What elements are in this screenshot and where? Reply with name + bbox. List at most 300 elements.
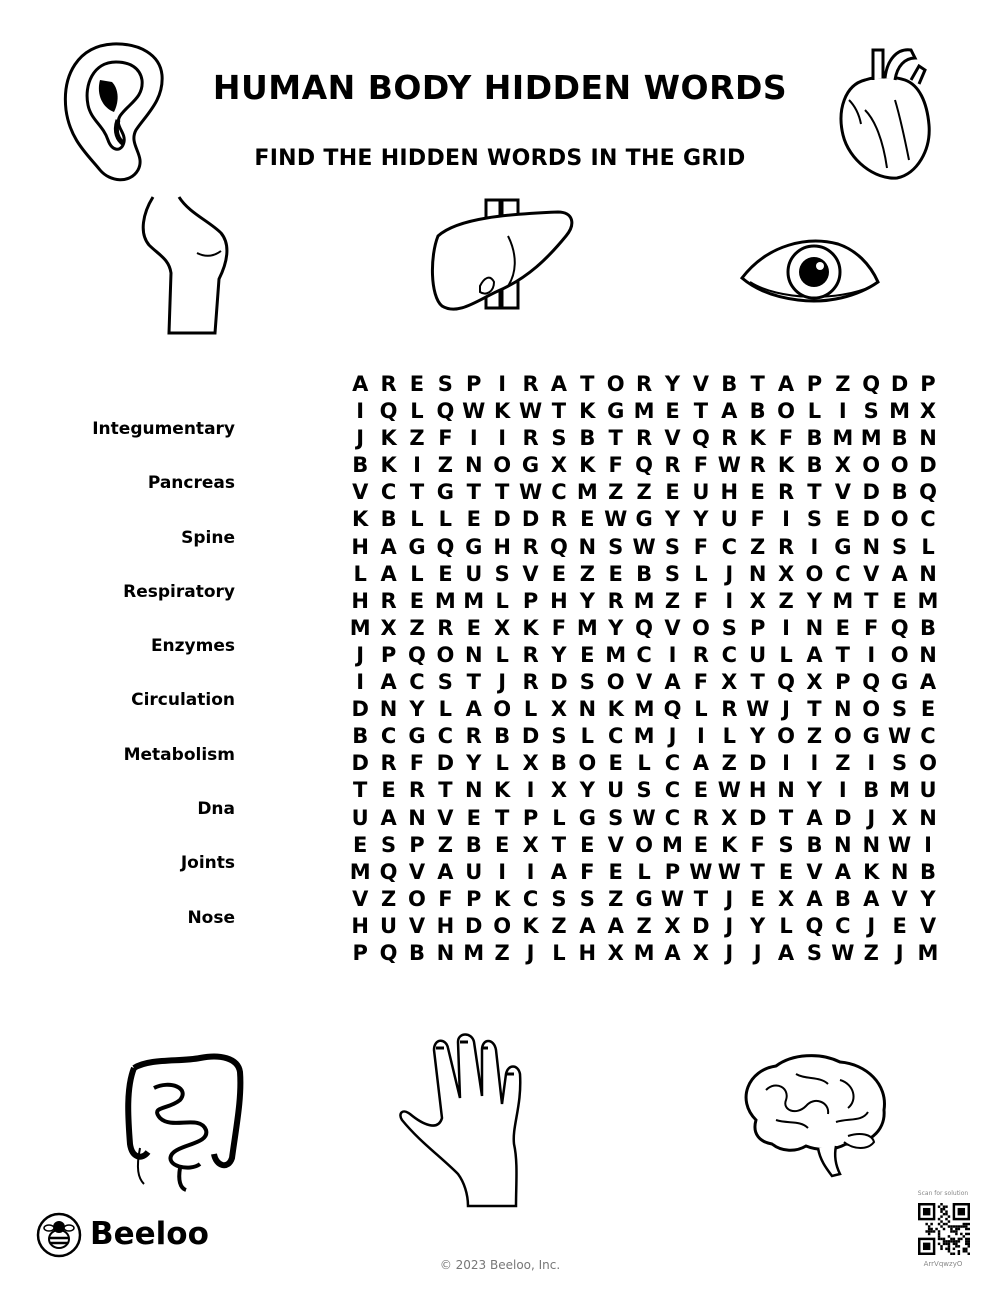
grid-cell: E: [835, 507, 851, 532]
grid-cell: M: [917, 940, 939, 965]
grid-cell: X: [777, 561, 795, 586]
grid-cell: T: [580, 372, 595, 396]
grid-cell: R: [380, 588, 397, 613]
grid-cell: N: [862, 534, 881, 559]
grid-cell: I: [526, 859, 535, 884]
grid-cell: X: [522, 751, 539, 776]
grid-cell: Z: [636, 480, 652, 505]
grid-cell: B: [920, 859, 937, 884]
grid-cell: Z: [437, 453, 453, 478]
grid-cell: E: [466, 615, 481, 640]
grid-cell: O: [890, 453, 909, 478]
grid-cell: S: [863, 399, 879, 424]
grid-cell: K: [380, 426, 397, 451]
grid-cell: Q: [777, 670, 795, 695]
grid-cell: D: [493, 507, 511, 532]
grid-cell: W: [888, 832, 912, 857]
grid-cell: L: [410, 507, 424, 532]
grid-cell: S: [381, 832, 397, 857]
grid-cell: L: [523, 697, 538, 722]
grid-cell: H: [436, 913, 455, 938]
grid-cell: A: [352, 372, 369, 396]
grid-cell: E: [409, 588, 425, 613]
grid-cell: P: [664, 859, 681, 884]
grid-cell: H: [351, 534, 369, 559]
grid-cell: A: [465, 697, 482, 722]
grid-cell: R: [408, 778, 426, 803]
grid-cell: Q: [635, 615, 654, 640]
grid-cell: A: [777, 372, 795, 396]
grid-cell: J: [753, 940, 762, 965]
grid-cell: F: [750, 507, 765, 532]
word-list-item: Dna: [197, 799, 235, 820]
grid-cell: C: [409, 670, 425, 695]
grid-cell: L: [410, 561, 424, 586]
grid-cell: E: [608, 859, 623, 884]
grid-cell: L: [694, 697, 708, 722]
grid-cell: A: [891, 561, 908, 586]
grid-cell: I: [356, 670, 365, 695]
grid-cell: V: [437, 805, 454, 830]
grid-cell: Z: [750, 534, 766, 559]
grid-cell: I: [838, 399, 847, 424]
grid-cell: K: [522, 615, 539, 640]
grid-cell: Z: [778, 588, 794, 613]
grid-cell: K: [579, 453, 596, 478]
grid-cell: P: [352, 940, 368, 965]
grid-cell: X: [834, 453, 851, 478]
knee-icon: [135, 193, 235, 338]
grid-cell: Z: [494, 940, 510, 965]
grid-cell: B: [863, 778, 880, 803]
grid-cell: A: [806, 886, 823, 911]
grid-cell: P: [466, 886, 482, 911]
grid-cell: L: [552, 805, 566, 830]
grid-cell: B: [721, 372, 738, 396]
grid-row: [346, 561, 942, 588]
grid-cell: N: [805, 615, 824, 640]
grid-cell: F: [693, 534, 709, 559]
grid-cell: R: [721, 697, 738, 722]
grid-row: [346, 506, 942, 533]
grid-cell: N: [464, 778, 483, 803]
grid-cell: U: [720, 507, 738, 532]
grid-cell: M: [889, 778, 911, 803]
grid-cell: S: [721, 615, 737, 640]
grid-cell: S: [778, 832, 794, 857]
grid-cell: Y: [579, 778, 595, 803]
grid-cell: A: [607, 913, 624, 938]
grid-cell: J: [356, 426, 365, 451]
grid-cell: S: [579, 886, 595, 911]
grid-cell: C: [835, 913, 851, 938]
grid-cell: N: [919, 642, 937, 667]
grid-cell: M: [576, 615, 598, 640]
grid-cell: N: [919, 561, 937, 586]
grid-cell: P: [466, 372, 482, 396]
grid-cell: O: [606, 372, 625, 396]
grid-cell: I: [498, 372, 507, 396]
grid-cell: D: [862, 507, 880, 532]
grid-cell: T: [409, 480, 425, 505]
grid-cell: Z: [806, 724, 823, 749]
grid-cell: P: [409, 832, 425, 857]
grid-cell: Z: [380, 886, 397, 911]
grid-cell: B: [408, 940, 425, 965]
grid-cell: A: [664, 940, 681, 965]
grid-row: [346, 886, 942, 913]
grid-cell: R: [522, 372, 539, 396]
grid-cell: W: [888, 724, 912, 749]
grid-cell: B: [636, 561, 653, 586]
grid-cell: N: [919, 426, 937, 451]
grid-cell: A: [380, 534, 397, 559]
grid-cell: R: [749, 453, 766, 478]
grid-cell: S: [551, 426, 567, 451]
grid-cell: B: [891, 480, 908, 505]
grid-cell: L: [580, 724, 595, 749]
grid-cell: V: [607, 832, 624, 857]
grid-cell: P: [835, 670, 851, 695]
grid-cell: A: [437, 859, 454, 884]
intestines-icon: [120, 1048, 250, 1193]
grid-cell: I: [696, 724, 705, 749]
grid-cell: X: [806, 670, 823, 695]
grid-cell: G: [436, 480, 454, 505]
grid-cell: P: [522, 588, 539, 613]
grid-cell: L: [353, 561, 367, 586]
grid-cell: C: [664, 751, 681, 776]
grid-cell: A: [806, 642, 823, 667]
grid-cell: C: [664, 778, 681, 803]
grid-cell: W: [660, 886, 685, 911]
grid-cell: D: [351, 697, 369, 722]
page-subtitle: FIND THE HIDDEN WORDS IN THE GRID: [254, 146, 746, 171]
grid-cell: A: [777, 940, 795, 965]
qr-code-icon[interactable]: [918, 1203, 970, 1255]
grid-cell: N: [464, 642, 483, 667]
grid-cell: J: [867, 805, 876, 830]
grid-cell: E: [920, 697, 936, 722]
grid-cell: M: [633, 588, 655, 613]
grid-cell: G: [890, 670, 909, 695]
grid-cell: F: [778, 426, 794, 451]
grid-cell: Q: [805, 913, 824, 938]
grid-cell: X: [891, 805, 908, 830]
grid-cell: N: [834, 832, 852, 857]
grid-cell: M: [434, 588, 456, 613]
grid-cell: S: [494, 561, 510, 586]
grid-cell: O: [890, 642, 909, 667]
grid-cell: I: [725, 588, 734, 613]
grid-cell: O: [493, 913, 512, 938]
grid-cell: U: [692, 480, 710, 505]
grid-cell: G: [578, 805, 596, 830]
grid-cell: G: [408, 534, 426, 559]
liver-icon: [428, 196, 578, 326]
grid-cell: R: [522, 426, 539, 451]
grid-cell: S: [437, 372, 453, 396]
grid-cell: A: [380, 561, 397, 586]
grid-cell: P: [380, 642, 397, 667]
grid-cell: D: [834, 805, 852, 830]
grid-row: [346, 371, 942, 398]
grid-cell: J: [668, 724, 677, 749]
grid-cell: S: [437, 670, 453, 695]
grid-cell: Z: [835, 751, 851, 776]
word-list-item: Nose: [187, 907, 235, 928]
grid-cell: P: [806, 372, 823, 396]
hand-icon: [398, 1034, 528, 1209]
brain-icon: [736, 1050, 896, 1180]
grid-cell: M: [917, 588, 939, 613]
grid-cell: F: [693, 588, 709, 613]
grid-cell: S: [636, 778, 652, 803]
grid-cell: S: [579, 670, 595, 695]
grid-cell: H: [550, 588, 568, 613]
grid-cell: B: [352, 724, 369, 749]
grid-cell: O: [919, 751, 937, 776]
grid-cell: D: [465, 913, 483, 938]
grid-cell: V: [863, 561, 880, 586]
grid-cell: V: [834, 480, 851, 505]
grid-cell: Y: [466, 751, 482, 776]
grid-cell: T: [608, 426, 623, 451]
grid-cell: K: [777, 453, 795, 478]
grid-cell: K: [721, 832, 738, 857]
grid-cell: F: [750, 832, 765, 857]
grid-cell: U: [465, 859, 483, 884]
grid-cell: Q: [862, 670, 881, 695]
grid-cell: Q: [379, 399, 398, 424]
grid-cell: M: [662, 832, 683, 857]
grid-cell: N: [862, 832, 881, 857]
grid-cell: N: [890, 859, 909, 884]
grid-cell: P: [522, 805, 539, 830]
brand-name: Beeloo: [90, 1216, 209, 1252]
grid-cell: M: [633, 697, 655, 722]
grid-cell: O: [833, 724, 852, 749]
grid-cell: C: [437, 724, 454, 749]
grid-cell: X: [721, 805, 738, 830]
grid-cell: H: [578, 940, 597, 965]
grid-cell: K: [494, 778, 511, 803]
grid-cell: L: [495, 751, 509, 776]
grid-cell: O: [578, 751, 597, 776]
grid-cell: W: [831, 940, 855, 965]
grid-cell: E: [466, 507, 481, 532]
grid-cell: Y: [664, 372, 681, 396]
grid-cell: E: [693, 778, 709, 803]
grid-cell: G: [408, 724, 426, 749]
grid-cell: J: [356, 642, 365, 667]
grid-cell: L: [438, 697, 453, 722]
grid-cell: T: [466, 670, 481, 695]
grid-cell: Z: [409, 426, 425, 451]
grid-cell: B: [494, 724, 511, 749]
grid-cell: R: [777, 480, 795, 505]
grid-cell: M: [576, 480, 598, 505]
grid-cell: J: [526, 940, 535, 965]
grid-cell: Y: [409, 697, 425, 722]
grid-cell: N: [834, 697, 852, 722]
grid-cell: L: [552, 940, 566, 965]
grid-cell: I: [782, 615, 790, 640]
grid-cell: T: [494, 805, 510, 830]
grid-cell: T: [551, 832, 567, 857]
grid-cell: J: [498, 670, 507, 695]
grid-cell: L: [495, 588, 509, 613]
grid-cell: E: [892, 588, 907, 613]
grid-cell: I: [810, 751, 819, 776]
grid-row: [346, 859, 942, 886]
grid-cell: D: [748, 751, 767, 776]
grid-cell: J: [725, 940, 734, 965]
word-list-item: Circulation: [131, 690, 235, 711]
grid-cell: Y: [806, 588, 823, 613]
grid-cell: A: [863, 886, 880, 911]
grid-cell: I: [413, 453, 421, 478]
grid-cell: K: [352, 507, 369, 532]
grid-cell: Q: [379, 859, 398, 884]
grid-cell: R: [636, 372, 653, 396]
grid-cell: T: [835, 642, 850, 667]
grid-cell: V: [664, 615, 681, 640]
grid-cell: F: [409, 751, 425, 776]
grid-cell: R: [636, 426, 653, 451]
grid-cell: O: [805, 561, 824, 586]
grid-cell: A: [834, 859, 851, 884]
grid-cell: I: [668, 642, 677, 667]
grid-cell: T: [750, 670, 765, 695]
grid-cell: C: [721, 534, 737, 559]
grid-row: [346, 777, 942, 804]
grid-cell: A: [919, 670, 937, 695]
grid-cell: L: [495, 642, 509, 667]
qr-code-label: ArrVqwzyO: [923, 1260, 963, 1268]
grid-cell: F: [608, 453, 623, 478]
grid-cell: A: [550, 372, 568, 396]
grid-cell: I: [782, 751, 790, 776]
grid-cell: O: [862, 697, 881, 722]
grid-cell: X: [380, 615, 397, 640]
grid-cell: S: [664, 561, 681, 586]
grid-cell: E: [750, 886, 765, 911]
grid-cell: V: [352, 480, 369, 505]
grid-cell: A: [380, 805, 397, 830]
grid-cell: C: [920, 507, 936, 532]
grid-cell: W: [717, 453, 741, 478]
grid-cell: N: [436, 940, 455, 965]
grid-cell: T: [750, 372, 765, 396]
grid-cell: X: [919, 399, 937, 424]
grid-cell: J: [725, 913, 734, 938]
grid-cell: Y: [608, 615, 624, 640]
grid-cell: L: [807, 399, 822, 424]
grid-cell: Q: [691, 426, 710, 451]
grid-cell: G: [521, 453, 540, 478]
grid-cell: R: [664, 453, 681, 478]
grid-cell: F: [693, 453, 709, 478]
grid-cell: L: [637, 751, 651, 776]
grid-cell: T: [864, 588, 879, 613]
eye-icon: [738, 230, 883, 310]
grid-cell: B: [749, 399, 766, 424]
grid-cell: I: [867, 642, 876, 667]
grid-cell: H: [351, 913, 369, 938]
grid-cell: E: [778, 859, 794, 884]
grid-cell: T: [466, 480, 481, 505]
grid-cell: B: [550, 751, 567, 776]
word-list: [40, 414, 235, 957]
grid-cell: E: [438, 561, 453, 586]
grid-cell: E: [693, 832, 709, 857]
grid-cell: Z: [437, 832, 453, 857]
grid-cell: G: [607, 399, 625, 424]
grid-cell: R: [522, 642, 539, 667]
grid-cell: A: [664, 670, 681, 695]
grid-cell: T: [494, 480, 510, 505]
grid-cell: Q: [436, 399, 455, 424]
grid-cell: Y: [579, 588, 595, 613]
grid-cell: C: [721, 642, 737, 667]
grid-cell: D: [692, 913, 710, 938]
grid-cell: A: [721, 399, 738, 424]
grid-cell: Z: [551, 913, 567, 938]
heart-icon: [835, 40, 935, 185]
grid-row: [346, 750, 942, 777]
word-list-item: Enzymes: [150, 636, 235, 657]
grid-row: [346, 913, 942, 940]
beeloo-logo-icon: [36, 1212, 82, 1258]
grid-cell: L: [779, 642, 793, 667]
grid-cell: Z: [664, 588, 681, 613]
grid-cell: E: [608, 751, 623, 776]
grid-cell: D: [862, 480, 880, 505]
grid-cell: V: [664, 426, 681, 451]
grid-cell: E: [466, 805, 481, 830]
grid-cell: S: [806, 940, 822, 965]
grid-cell: Z: [863, 940, 879, 965]
grid-cell: X: [777, 886, 795, 911]
grid-cell: U: [465, 561, 483, 586]
grid-cell: D: [521, 507, 540, 532]
grid-cell: R: [522, 534, 539, 559]
grid-cell: P: [920, 372, 936, 396]
copyright: © 2023 Beeloo, Inc.: [439, 1258, 561, 1272]
grid-cell: C: [920, 724, 936, 749]
grid-cell: I: [924, 832, 932, 857]
grid-cell: D: [890, 372, 909, 396]
grid-cell: S: [551, 724, 567, 749]
grid-cell: U: [919, 778, 937, 803]
grid-cell: I: [838, 778, 847, 803]
grid-cell: V: [408, 859, 426, 884]
grid-cell: O: [890, 507, 909, 532]
grid-cell: X: [522, 832, 539, 857]
grid-row: [346, 696, 942, 723]
grid-cell: T: [438, 778, 453, 803]
grid-cell: T: [807, 697, 822, 722]
grid-cell: W: [462, 399, 486, 424]
grid-cell: K: [494, 399, 511, 424]
grid-row: [346, 588, 942, 615]
grid-cell: D: [919, 453, 937, 478]
grid-cell: N: [408, 805, 426, 830]
grid-cell: Y: [664, 507, 681, 532]
grid-cell: G: [635, 507, 653, 532]
grid-cell: W: [518, 480, 543, 505]
